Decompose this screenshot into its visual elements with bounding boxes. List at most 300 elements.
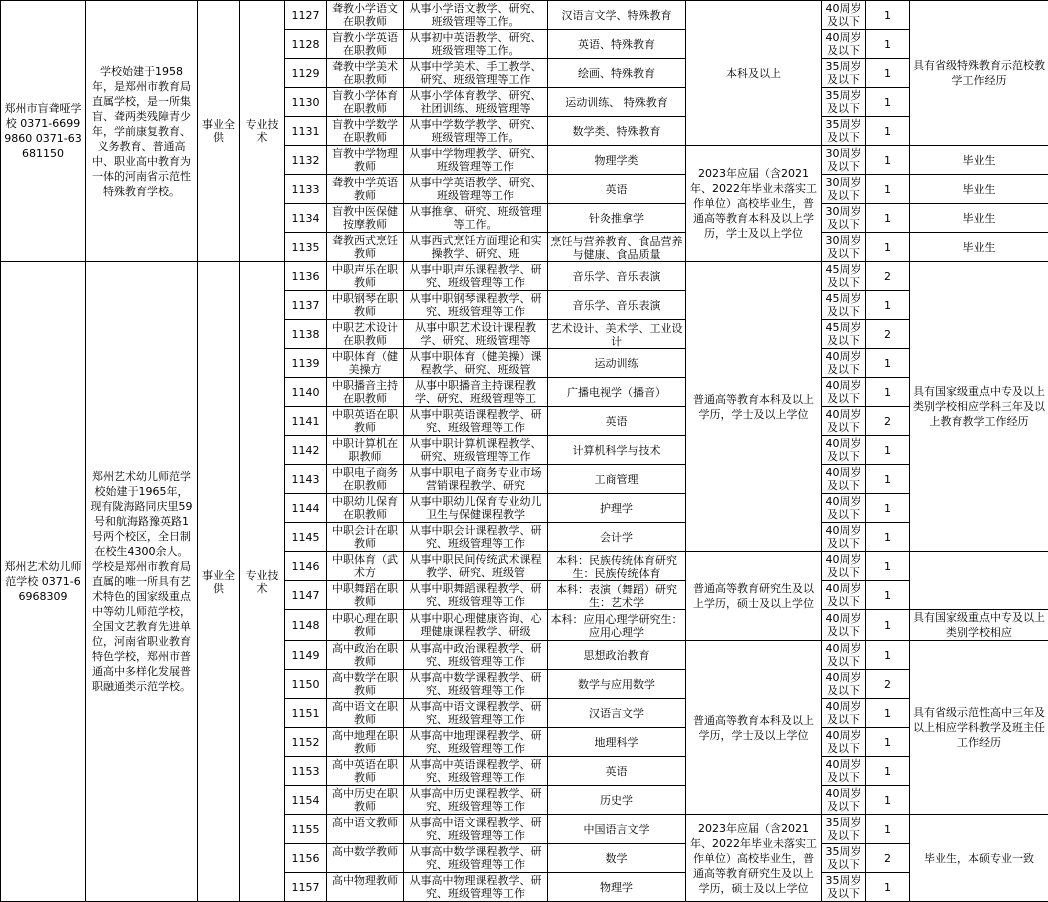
age-requirement [822,59,866,88]
age-requirement [822,581,866,610]
hiring-count: 1 [866,552,910,581]
position-duty [404,465,548,494]
position-duty-text: 从事中职英语课程教学、研究、班级管理等工作 [406,407,545,435]
table-row [1,262,1048,291]
age-requirement-text: 40周岁及以下 [824,670,863,698]
position-title-text: 中职声乐在职教师 [329,262,401,290]
age-requirement-text: 40周岁及以下 [824,349,863,377]
hiring-count: 2 [866,320,910,349]
position-major [548,494,686,523]
position-major-text: 汉语言文学 [550,699,683,727]
position-duty-text: 从事初中英语教学、研究、班级管理等工作。 [406,30,545,58]
position-code: 1154 [285,786,327,815]
position-major-text: 本科：民族传统体育研究生：民族传统体育 [550,552,683,580]
age-requirement-text: 40周岁及以下 [824,611,863,639]
position-code: 1151 [285,699,327,728]
position-duty [404,670,548,699]
position-duty [404,175,548,204]
age-requirement [822,436,866,465]
position-title [327,670,404,699]
position-major-text: 数学类、特殊教育 [550,117,683,145]
position-title-text: 中职舞蹈在职教师 [329,581,401,609]
position-title [327,30,404,59]
age-requirement [822,815,866,844]
position-major [548,670,686,699]
position-duty-text: 从事中职播音主持课程教学、研究、班级管理等工 [406,378,545,406]
hiring-count: 1 [866,117,910,146]
hiring-count: 1 [866,349,910,378]
position-title-text: 高中地理在职教师 [329,728,401,756]
age-requirement-text: 40周岁及以下 [824,465,863,493]
funding-nature: 事业全供 [198,262,240,902]
position-duty [404,1,548,30]
age-requirement-text: 35周岁及以下 [824,844,863,872]
position-duty [404,786,548,815]
position-duty-text: 从事小学体育教学、研究、社团训练、班级管理等 [406,88,545,116]
hiring-count: 1 [866,175,910,204]
position-title [327,175,404,204]
position-major-text: 英语 [550,175,683,203]
age-requirement-text: 45周岁及以下 [824,291,863,319]
hiring-count: 1 [866,436,910,465]
age-requirement [822,757,866,786]
position-title-text: 中职英语在职教师 [329,407,401,435]
age-requirement-text: 40周岁及以下 [824,786,863,814]
hiring-count: 1 [866,378,910,407]
position-major [548,320,686,349]
age-requirement-text: 35周岁及以下 [824,59,863,87]
age-requirement [822,465,866,494]
hiring-count: 1 [866,581,910,610]
position-code: 1130 [285,88,327,117]
age-requirement-text: 30周岁及以下 [824,175,863,203]
position-code: 1134 [285,204,327,233]
position-duty-text: 从事中职会计课程教学、研究、班级管理等工作 [406,523,545,551]
position-title [327,786,404,815]
position-code: 1138 [285,320,327,349]
position-duty [404,117,548,146]
position-major [548,465,686,494]
position-major-text: 历史学 [550,786,683,814]
hiring-count: 1 [866,204,910,233]
position-title [327,407,404,436]
position-major-text: 地理科学 [550,728,683,756]
hiring-count: 2 [866,844,910,873]
position-title-text: 盲教中医保健按摩教师 [329,204,401,232]
hiring-count: 1 [866,728,910,757]
other-requirement: 具有国家级重点中专及以上类别学校相应学科三年及以上教育教学工作经历 [910,262,1048,552]
position-title [327,320,404,349]
age-requirement [822,88,866,117]
position-major [548,523,686,552]
age-requirement [822,1,866,30]
position-duty [404,436,548,465]
position-title-text: 中职电子商务在职教师 [329,465,401,493]
other-requirement: 具有省级示范性高中三年及以上相应学科教学及班主任工作经历 [910,641,1048,815]
position-duty-text: 从事高中地理课程教学、研究、班级管理等工作 [406,728,545,756]
position-duty-text: 从事高中政治课程教学、研究、班级管理等工作 [406,641,545,669]
age-requirement [822,494,866,523]
position-major [548,641,686,670]
position-duty-text: 从事高中历史课程教学、研究、班级管理等工作 [406,786,545,814]
position-title-text: 中职幼儿保育在职教师 [329,494,401,522]
position-major [548,699,686,728]
position-code: 1153 [285,757,327,786]
position-major-text: 音乐学、音乐表演 [550,291,683,319]
age-requirement-text: 30周岁及以下 [824,146,863,174]
position-major [548,610,686,641]
other-requirement: 毕业生 [910,204,1048,233]
position-code: 1127 [285,1,327,30]
hiring-count: 1 [866,523,910,552]
position-title [327,699,404,728]
position-duty-text: 从事高中语文课程教学、研究、班级管理等工作 [406,815,545,843]
education-requirement: 普通高等教育研究生及以上学历，硕士及以上学位 [686,552,822,641]
position-code: 1129 [285,59,327,88]
position-code: 1142 [285,436,327,465]
position-duty-text: 从事中职电子商务专业市场营销课程教学、研究 [406,465,545,493]
position-title-text: 中职播音主持在职教师 [329,378,401,406]
position-title [327,59,404,88]
other-requirement: 毕业生，本硕专业一致 [910,815,1048,902]
hiring-count: 2 [866,670,910,699]
position-major-text: 绘画、特殊教育 [550,59,683,87]
position-duty [404,815,548,844]
position-title [327,146,404,175]
position-code: 1137 [285,291,327,320]
position-major [548,728,686,757]
position-major [548,175,686,204]
position-duty [404,233,548,262]
position-title-text: 聋教小学语文在职教师 [329,1,401,29]
position-major-text: 数学与应用数学 [550,670,683,698]
position-duty-text: 从事中学数学教学、研究、班级管理等工作。 [406,117,545,145]
position-major-text: 计算机科学与技术 [550,436,683,464]
position-major-text: 烹饪与营养教育、食品营养与健康、食品质量 [550,233,683,261]
age-requirement-text: 40周岁及以下 [824,728,863,756]
position-title-text: 中职钢琴在职教师 [329,291,401,319]
position-duty-text: 从事高中数学课程教学、研究、班级管理等工作 [406,844,545,872]
position-code: 1139 [285,349,327,378]
position-duty [404,523,548,552]
position-major [548,786,686,815]
age-requirement-text: 40周岁及以下 [824,494,863,522]
other-requirement: 毕业生 [910,146,1048,175]
position-major [548,30,686,59]
position-title [327,291,404,320]
education-requirement: 本科及以上 [686,1,822,146]
position-major-text: 物理学类 [550,146,683,174]
age-requirement [822,699,866,728]
position-duty [404,407,548,436]
school-description: 学校始建于1958年，是郑州市教育局直属学校，是一所集盲、聋两类残障青少年，学前康复教育、义务教育、普通高中、职业高中教育为一体的河南省示范性特殊教育学校。 [86,1,198,262]
position-major [548,88,686,117]
position-duty [404,844,548,873]
position-title [327,728,404,757]
position-major-text: 广播电视学（播音） [550,378,683,406]
position-major-text: 工商管理 [550,465,683,493]
position-code: 1132 [285,146,327,175]
position-duty-text: 从事中职心理健康咨询、心理健康课程教学、研级 [406,611,545,639]
education-requirement: 普通高等教育本科及以上学历，学士及以上学位 [686,641,822,815]
position-code: 1131 [285,117,327,146]
hiring-count: 1 [866,146,910,175]
position-duty [404,59,548,88]
age-requirement [822,30,866,59]
age-requirement-text: 40周岁及以下 [824,581,863,609]
position-major [548,757,686,786]
position-category: 专业技术 [240,1,285,262]
position-code: 1136 [285,262,327,291]
position-major-text: 艺术设计、美术学、工业设计 [550,320,683,348]
age-requirement-text: 30周岁及以下 [824,233,863,261]
position-duty-text: 从事高中语文课程教学、研究、班级管理等工作 [406,699,545,727]
hiring-count: 1 [866,873,910,902]
position-duty-text: 从事高中英语课程教学、研究、班级管理等工作 [406,757,545,785]
position-title-text: 中职心理在职教师 [329,611,401,639]
position-title [327,436,404,465]
position-title [327,494,404,523]
position-major-text: 数学 [550,844,683,872]
position-duty [404,610,548,641]
age-requirement-text: 40周岁及以下 [824,523,863,551]
school-description: 郑州艺术幼儿师范学校始建于1965年，现有陇海路同庆里59号和航海路豫英路1号两个校区，全日制在校生4300余人。学校是郑州市教育局直属的唯一所具有艺术特色的国家级重点中等幼儿师范学校，全国文艺教育先进单位，河南省职业教育特色学校，郑州市普通高中多样化发展普职融通类示范学校。 [86,262,198,902]
position-title [327,757,404,786]
age-requirement [822,262,866,291]
position-code: 1156 [285,844,327,873]
age-requirement [822,844,866,873]
position-title [327,641,404,670]
position-title-text: 中职计算机在职教师 [329,436,401,464]
hiring-count: 1 [866,757,910,786]
position-duty-text: 从事高中物理课程教学、研究、班级管理等工作 [406,873,545,901]
education-requirement: 2023年应届（含2021年、2022年毕业未落实工作单位）高校毕业生，普通高等教育研究生及以上学历，硕士及以上学位 [686,815,822,902]
position-code: 1143 [285,465,327,494]
position-major [548,59,686,88]
hiring-count: 1 [866,465,910,494]
position-code: 1150 [285,670,327,699]
position-title [327,873,404,902]
age-requirement [822,407,866,436]
position-major [548,262,686,291]
position-major [548,1,686,30]
position-title-text: 高中数学教师 [329,844,401,872]
age-requirement [822,378,866,407]
age-requirement [822,552,866,581]
position-major-text: 运动训练、 特殊教育 [550,88,683,116]
education-requirement: 普通高等教育本科及以上学历，学士及以上学位 [686,262,822,552]
position-title [327,349,404,378]
position-duty [404,494,548,523]
age-requirement-text: 40周岁及以下 [824,552,863,580]
position-major-text: 思想政治教育 [550,641,683,669]
position-major [548,873,686,902]
position-title-text: 中职体育（健美操方 [329,349,401,377]
position-title-text: 中职艺术设计在职教师 [329,320,401,348]
position-title [327,233,404,262]
position-title-text: 聋教中学美术在职教师 [329,59,401,87]
position-duty-text: 从事中学美术、手工教学、研究、班级管理等工作 [406,59,545,87]
hiring-count: 1 [866,641,910,670]
position-code: 1141 [285,407,327,436]
position-duty-text: 从事中职计算机课程教学、研究、班级管理等工作 [406,436,545,464]
position-duty-text: 从事中职民间传统武术课程教学、研究、班级管 [406,552,545,580]
position-title-text: 高中历史在职教师 [329,786,401,814]
position-duty [404,552,548,581]
position-major [548,815,686,844]
age-requirement [822,291,866,320]
position-major [548,349,686,378]
age-requirement-text: 35周岁及以下 [824,873,863,901]
hiring-count: 1 [866,815,910,844]
age-requirement-text: 30周岁及以下 [824,204,863,232]
age-requirement [822,349,866,378]
position-duty-text: 从事中学英语教学、研究、班级管理等工作 [406,175,545,203]
age-requirement [822,320,866,349]
position-title [327,610,404,641]
position-title [327,378,404,407]
position-title [327,262,404,291]
position-title-text: 聋教西式烹饪教师 [329,233,401,261]
age-requirement-text: 40周岁及以下 [824,757,863,785]
position-duty [404,291,548,320]
age-requirement [822,873,866,902]
position-duty [404,262,548,291]
age-requirement [822,641,866,670]
position-code: 1147 [285,581,327,610]
funding-nature: 事业全供 [198,1,240,262]
position-title-text: 高中语文教师 [329,815,401,843]
position-major [548,291,686,320]
age-requirement-text: 40周岁及以下 [824,30,863,58]
age-requirement-text: 45周岁及以下 [824,320,863,348]
position-major [548,407,686,436]
position-major-text: 中国语言文学 [550,815,683,843]
hiring-count: 2 [866,407,910,436]
position-major [548,204,686,233]
position-title-text: 高中英语在职教师 [329,757,401,785]
position-code: 1133 [285,175,327,204]
position-title-text: 盲教中学物理教师 [329,146,401,174]
position-major-text: 针灸推拿学 [550,204,683,232]
position-code: 1128 [285,30,327,59]
other-requirement: 毕业生 [910,233,1048,262]
position-code: 1157 [285,873,327,902]
age-requirement [822,610,866,641]
hiring-count: 1 [866,494,910,523]
table-row [1,1,1048,30]
age-requirement [822,175,866,204]
position-code: 1152 [285,728,327,757]
position-duty-text: 从事中职钢琴课程教学、研究、班级管理等工作 [406,291,545,319]
age-requirement [822,670,866,699]
position-major-text: 护理学 [550,494,683,522]
age-requirement-text: 40周岁及以下 [824,436,863,464]
position-major-text: 运动训练 [550,349,683,377]
position-title [327,88,404,117]
position-duty-text: 从事西式烹饪方面理论和实操教学、研究、班 [406,233,545,261]
age-requirement [822,146,866,175]
age-requirement-text: 40周岁及以下 [824,1,863,29]
position-category: 专业技术 [240,262,285,902]
position-title-text: 高中物理教师 [329,873,401,901]
other-requirement: 毕业生 [910,175,1048,204]
position-title [327,204,404,233]
position-title-text: 高中政治在职教师 [329,641,401,669]
position-duty-text: 从事中职艺术设计课程教学、研究、班级管理等 [406,320,545,348]
position-title-text: 中职会计在职教师 [329,523,401,551]
age-requirement [822,786,866,815]
position-duty-text: 从事中职幼儿保育专业幼儿卫生与保健课程教学 [406,494,545,522]
position-title [327,581,404,610]
age-requirement-text: 40周岁及以下 [824,641,863,669]
position-duty-text: 从事中职声乐课程教学、研究、班级管理等工作 [406,262,545,290]
position-title-text: 盲教小学英语在职教师 [329,30,401,58]
position-major-text: 英语 [550,757,683,785]
position-duty [404,30,548,59]
position-major-text: 本科：应用心理学研究生：应用心理学 [550,611,683,639]
position-major [548,581,686,610]
age-requirement-text: 40周岁及以下 [824,699,863,727]
age-requirement-text: 45周岁及以下 [824,262,863,290]
position-code: 1145 [285,523,327,552]
hiring-count: 1 [866,610,910,641]
position-code: 1155 [285,815,327,844]
position-duty [404,204,548,233]
position-major [548,146,686,175]
school-name: 郑州艺术幼儿师范学校 0371-66968309 [1,262,86,902]
hiring-count: 1 [866,88,910,117]
position-duty-text: 从事推拿、研究、班级管理等工作。 [406,204,545,232]
position-duty [404,378,548,407]
position-title [327,523,404,552]
position-major-text: 会计学 [550,523,683,551]
position-major-text: 本科：表演（舞蹈）研究生：艺术学 [550,581,683,609]
position-code: 1144 [285,494,327,523]
position-code: 1149 [285,641,327,670]
position-major-text: 英语、特殊教育 [550,30,683,58]
position-title-text: 盲教小学体育在职教师 [329,88,401,116]
table-body [1,1,1048,902]
hiring-count: 1 [866,59,910,88]
position-duty-text: 从事中学物理教学、研究、班级管理等工作 [406,146,545,174]
position-title [327,844,404,873]
hiring-count: 1 [866,233,910,262]
position-major [548,117,686,146]
age-requirement [822,204,866,233]
position-title [327,117,404,146]
education-requirement: 2023年应届（含2021年、2022年毕业未落实工作单位）高校毕业生，普通高等教育本科及以上学历，学士及以上学位 [686,146,822,262]
position-major-text: 英语 [550,407,683,435]
position-duty [404,757,548,786]
position-major [548,378,686,407]
hiring-count: 1 [866,786,910,815]
position-duty [404,349,548,378]
position-code: 1148 [285,610,327,641]
position-duty [404,88,548,117]
position-duty [404,146,548,175]
other-requirement: 具有省级特殊教育示范校教学工作经历 [910,1,1048,146]
school-name: 郑州市盲聋哑学校 0371-66999860 0371-63681150 [1,1,86,262]
hiring-count: 1 [866,1,910,30]
position-major-text: 音乐学、音乐表演 [550,262,683,290]
position-code: 1140 [285,378,327,407]
age-requirement [822,117,866,146]
position-code: 1135 [285,233,327,262]
position-major [548,436,686,465]
position-duty [404,873,548,902]
position-duty [404,581,548,610]
